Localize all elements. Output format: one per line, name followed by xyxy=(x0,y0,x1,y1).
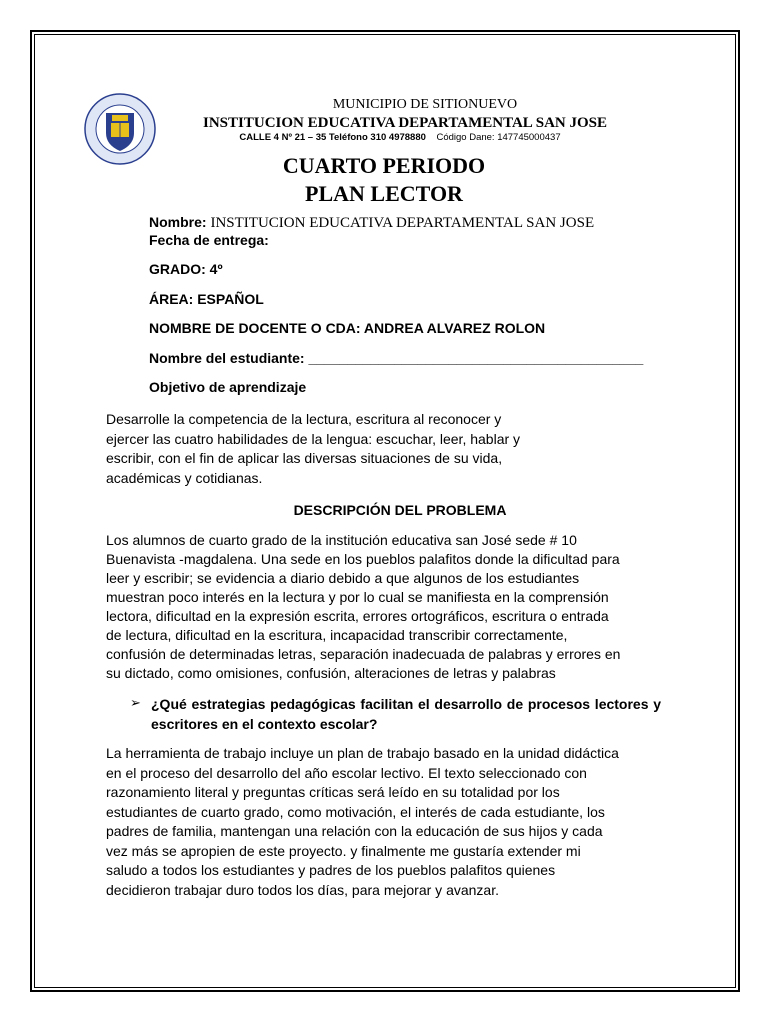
text-line: muestran poco interés en la lectura y por lo cual se manifiesta en la comprensión xyxy=(106,589,609,605)
text-line: leer y escribir; se evidencia a diario debido a que algunos de los estudiantes xyxy=(106,570,580,586)
text-line: estudiantes de cuarto grado, como motivación, el interés de cada estudiante, los xyxy=(106,803,605,820)
herramienta-paragraph xyxy=(106,744,619,900)
institution-address xyxy=(120,132,680,144)
nombre-value: INSTITUCION EDUCATIVA DEPARTAMENTAL SAN JOSE xyxy=(210,215,595,231)
title-period: CUARTO PERIODO xyxy=(282,153,486,178)
text-line: razonamiento literal y preguntas críticas será leído en su totalidad por los xyxy=(106,784,560,800)
institution-name: INSTITUCION EDUCATIVA DEPARTAMENTAL SAN JOSE xyxy=(203,115,607,131)
objetivo-paragraph xyxy=(106,410,520,488)
arrow-bullet-icon: ➢ xyxy=(130,695,141,710)
text-line: lectora, dificultad en la expresión escrita, errores ortográficos, escritura o entrada xyxy=(106,608,609,624)
research-question: ¿Qué estrategias pedagógicas facilitan el desarrollo de procesos lectores y escritores en el contexto escolar? xyxy=(151,696,661,732)
document-header xyxy=(160,96,680,144)
field-area: ÁREA: ESPAÑOL xyxy=(149,291,264,307)
nombre-label: Nombre: xyxy=(149,214,207,230)
text-line: padres de familia, mantengan una relación con la educación de sus hijos y cada xyxy=(106,823,603,839)
address-text: CALLE 4 Nº 21 – 35 Teléfono 310 4978880 xyxy=(239,132,426,143)
text-line: decidieron trabajar duro todos los días, para mejorar y avanzar. xyxy=(106,881,499,898)
text-line: saludo a todos los estudiantes y padres de los pueblos palafitos quienes xyxy=(106,862,556,878)
descripcion-heading: DESCRIPCIÓN DEL PROBLEMA xyxy=(293,502,507,518)
text-line: escribir, con el fin de aplicar las diversas situaciones de su vida, xyxy=(106,450,503,466)
text-line: de lectura, dificultad en la escritura, incapacidad transcribir correctamente, xyxy=(106,627,568,643)
text-line: en el proceso del desarrollo del año escolar lectivo. El texto seleccionado con xyxy=(106,764,587,781)
field-nombre xyxy=(149,214,594,232)
text-line: académicas y cotidianas. xyxy=(106,469,263,486)
descripcion-paragraph xyxy=(106,531,620,683)
text-line: ejercer las cuatro habilidades de la lengua: escuchar, leer, hablar y xyxy=(106,430,521,447)
text-line: confusión de determinadas letras, separación inadecuada de palabras y errores en xyxy=(106,646,621,662)
text-line: Desarrolle la competencia de la lectura, escritura al reconocer y xyxy=(106,411,502,427)
field-fecha: Fecha de entrega: xyxy=(149,232,269,248)
text-line: Los alumnos de cuarto grado de la institución educativa san José sede # 10 xyxy=(106,532,577,548)
text-line: Buenavista -magdalena. Una sede en los pueblos palafitos donde la dificultad para xyxy=(106,551,620,567)
text-line: La herramienta de trabajo incluye un plan de trabajo basado en la unidad didáctica xyxy=(106,745,619,761)
municipality-name: MUNICIPIO DE SITIONUEVO xyxy=(332,97,518,112)
dane-code: Código Dane: 147745000437 xyxy=(436,132,561,143)
text-line: su dictado, como omisiones, confusión, alteraciones de letras y palabras xyxy=(106,665,556,681)
field-estudiante: Nombre del estudiante: ___________________________________________ xyxy=(149,350,644,366)
field-objetivo: Objetivo de aprendizaje xyxy=(149,379,307,395)
field-grado: GRADO: 4º xyxy=(149,261,223,277)
text-line: vez más se apropien de este proyecto. y finalmente me gustaría extender mi xyxy=(106,842,581,859)
field-docente: NOMBRE DE DOCENTE O CDA: ANDREA ALVAREZ ROLON xyxy=(149,320,546,336)
title-plan: PLAN LECTOR xyxy=(305,181,463,206)
